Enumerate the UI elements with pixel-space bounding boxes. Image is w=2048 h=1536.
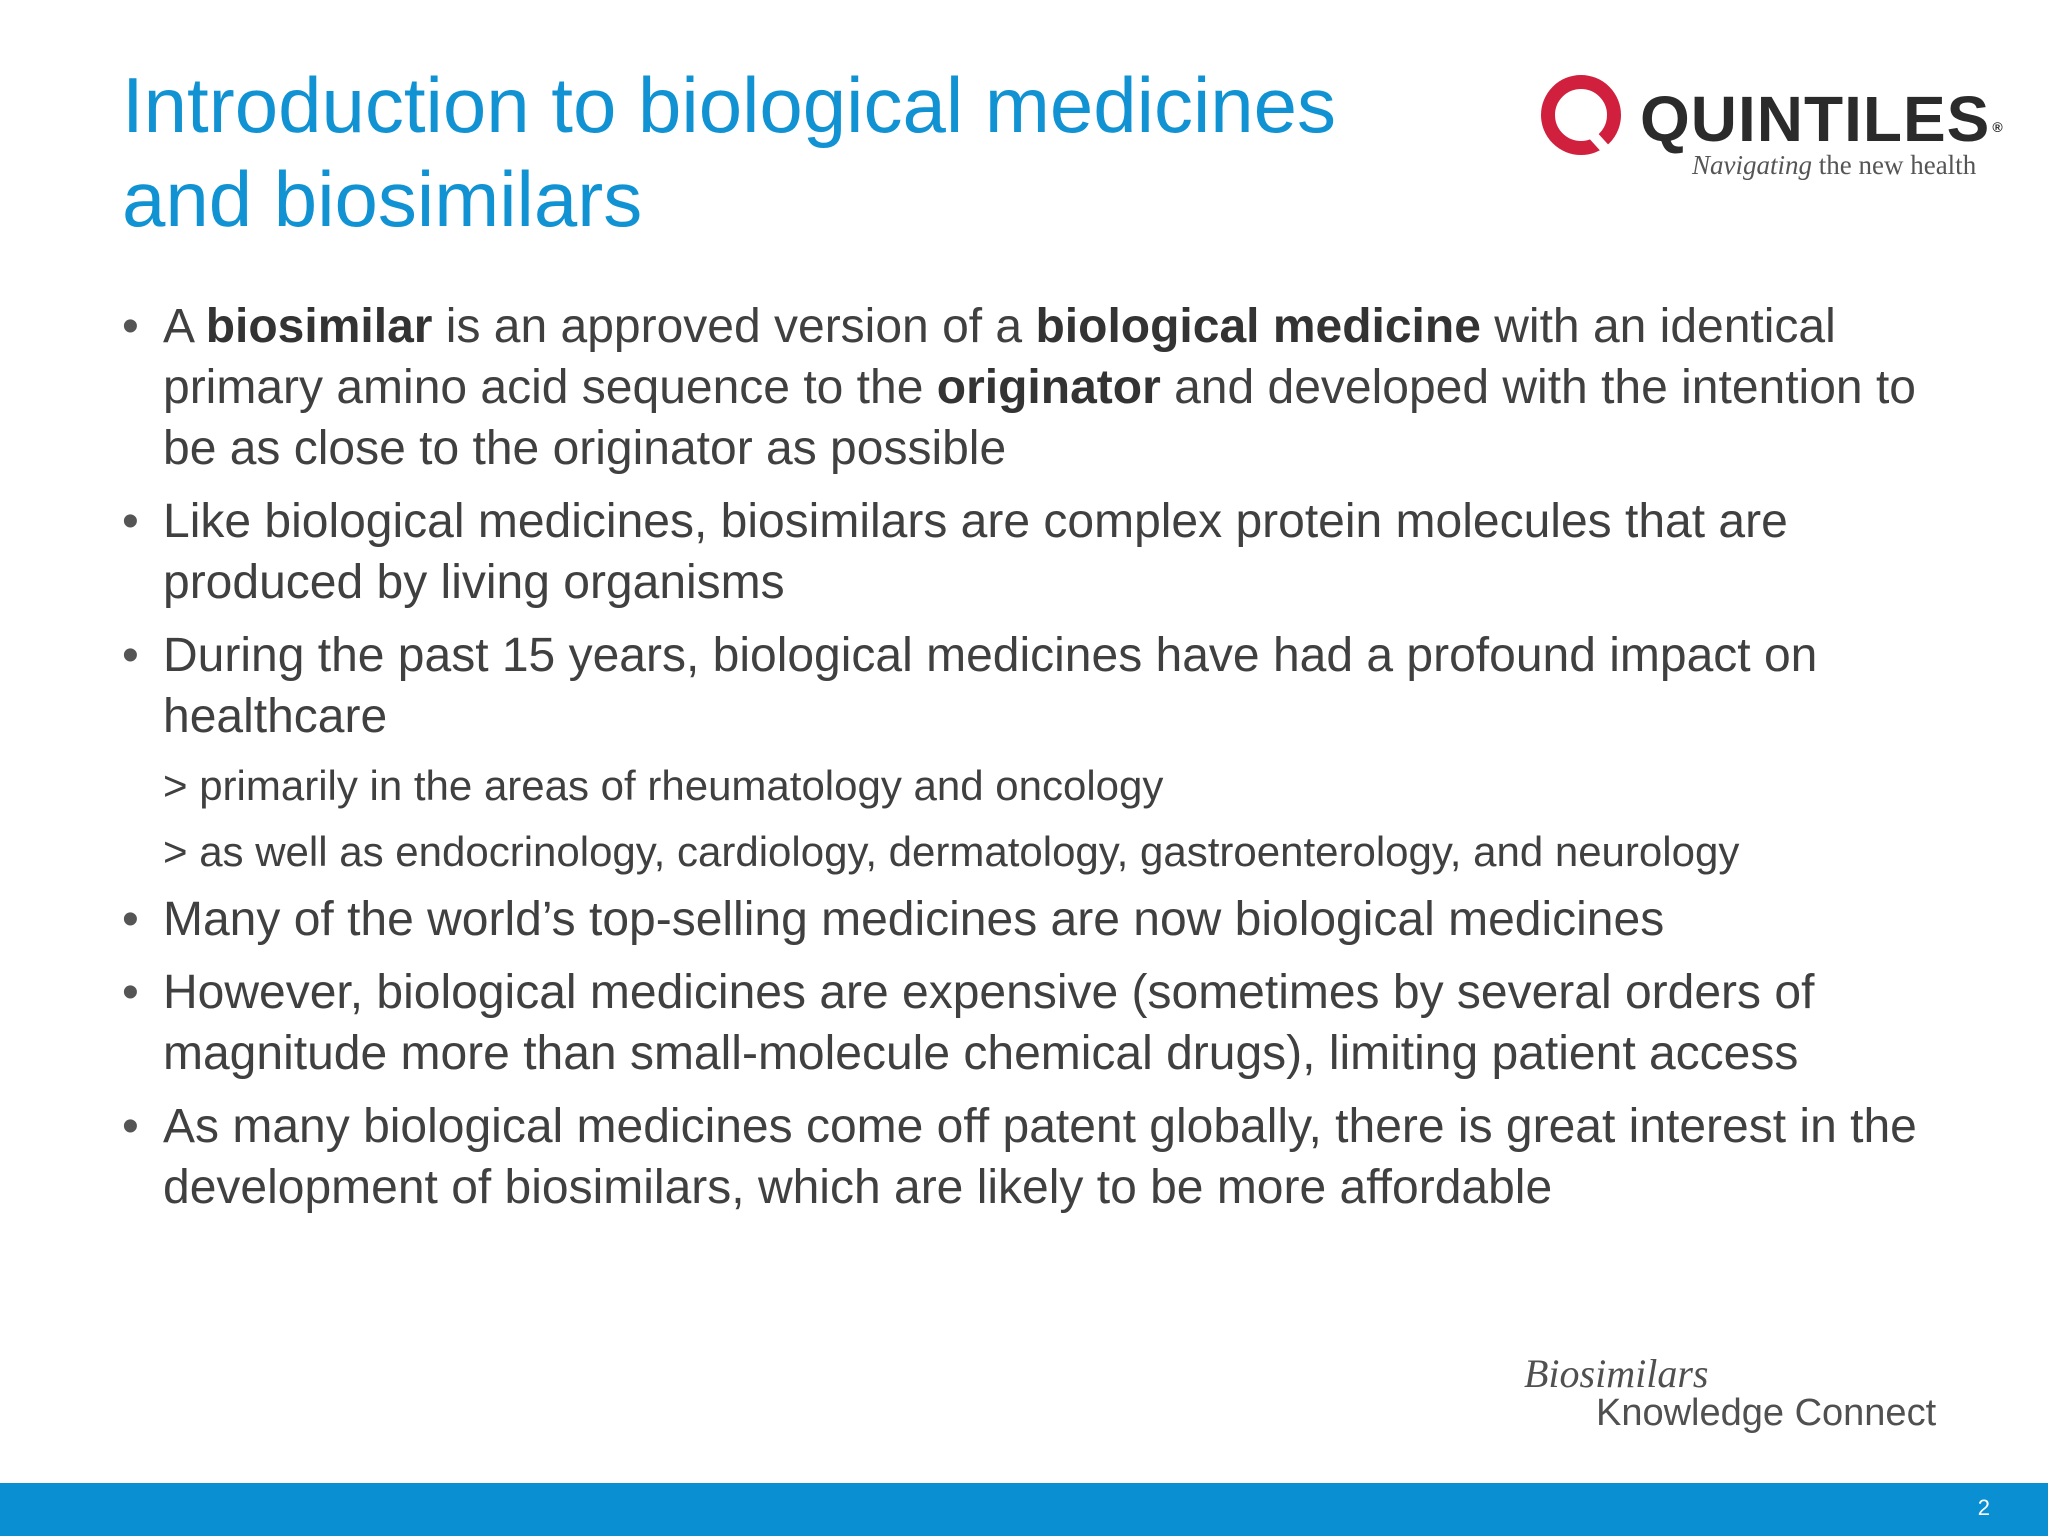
bullet-item: • A biosimilar is an approved version of a biological medicine with an identical primary amino acid sequence to the originator and developed with the intention to be as close to the originator as possible [122,296,1952,479]
bullet-marker: • [122,893,139,946]
slide-title [122,58,1422,246]
bullet-marker: • [122,629,139,682]
quintiles-logo [1538,70,2004,190]
quintiles-logo-mark-icon [1538,72,1624,158]
bullet-item: • However, biological medicines are expensive (sometimes by several orders of magnitude more than small-molecule chemical drugs), limiting patient access [122,962,1952,1084]
bkc-logo-line2: Knowledge Connect [1596,1392,1937,1434]
slide-title-line1: Introduction to biological medicines [122,61,1337,149]
bullet-item: • During the past 15 years, biological medicines have had a profound impact on healthcare [122,625,1952,747]
sub-bullet-item: > primarily in the areas of rheumatology and oncology [163,762,1164,809]
page-number: 2 [1977,1495,1990,1520]
bullet-marker: • [122,966,139,1019]
bullet-marker: • [122,300,139,353]
quintiles-wordmark: QUINTILES ® [1640,83,2004,155]
bullet-list [122,296,1952,1230]
bkc-logo-line1: Biosimilars [1524,1351,1709,1396]
quintiles-tagline: Navigating the new health [1692,150,1977,180]
sub-bullet-item: > as well as endocrinology, cardiology, dermatology, gastroenterology, and neurology [163,828,1740,875]
bullet-item: • Like biological medicines, biosimilars are complex protein molecules that are produced by living organisms [122,491,1952,613]
footer-bar [0,1483,2048,1536]
bullet-item: • Many of the world’s top-selling medicines are now biological medicines [122,889,1952,950]
biosimilars-knowledge-connect-logo [1520,1350,1990,1450]
bullet-marker: • [122,495,139,548]
bullet-item: • As many biological medicines come off patent globally, there is great interest in the development of biosimilars, which are likely to be more affordable [122,1096,1952,1218]
slide-title-line2: and biosimilars [122,155,643,243]
sub-bullet-list [122,753,1952,885]
bullet-marker: • [122,1100,139,1153]
